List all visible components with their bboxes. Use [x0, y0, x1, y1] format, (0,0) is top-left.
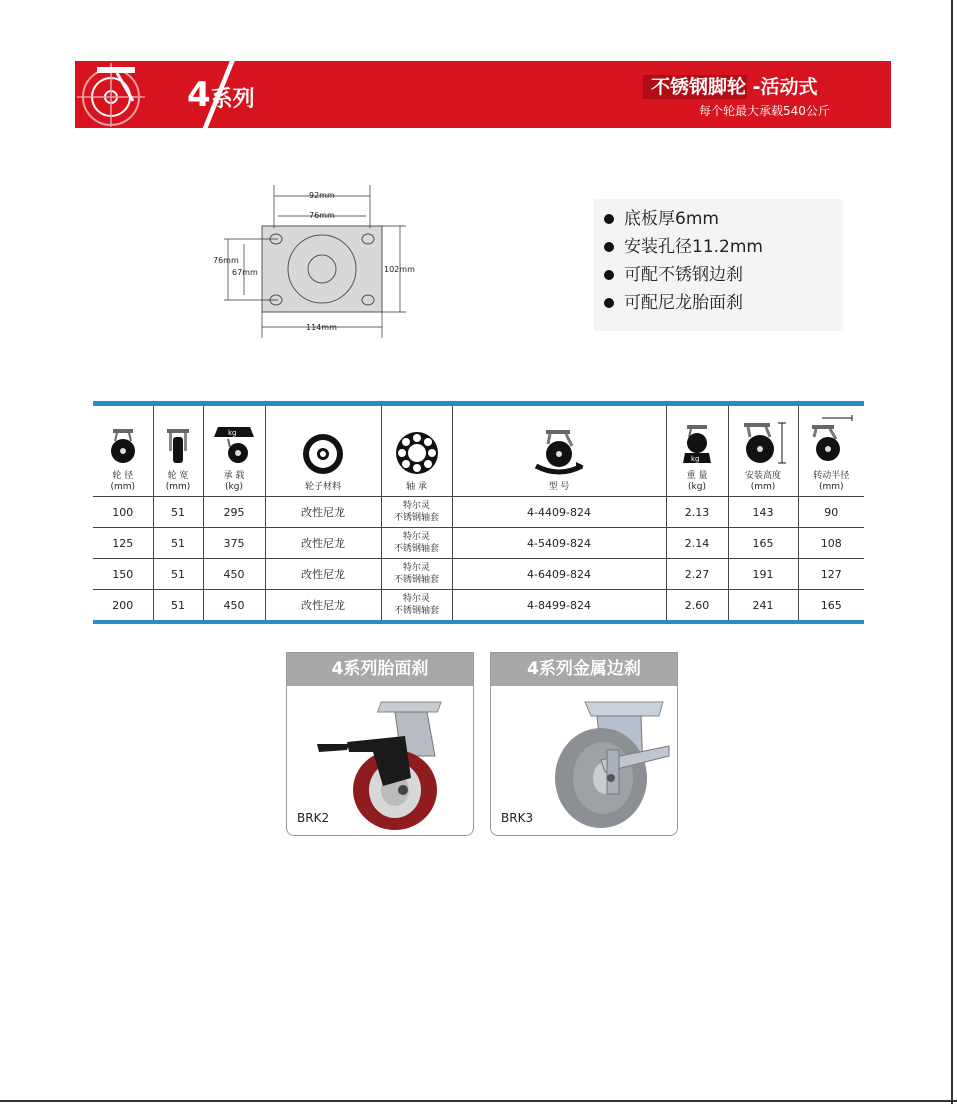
header-label: 承 载	[223, 471, 245, 481]
cell-diameter: 125	[93, 528, 153, 559]
bullet-icon	[604, 214, 614, 224]
cell-load: 450	[203, 559, 265, 590]
header-unit: (kg)	[688, 482, 706, 492]
cell-radius: 127	[798, 559, 864, 590]
cell-bearing	[381, 528, 452, 559]
cell-model: 4-8499-824	[452, 590, 666, 621]
header-banner	[75, 61, 891, 128]
cell-diameter: 150	[93, 559, 153, 590]
cell-radius: 108	[798, 528, 864, 559]
svg-text:kg: kg	[228, 429, 237, 437]
header-unit: (mm)	[818, 482, 844, 492]
spec-table	[93, 401, 864, 624]
header-unit: (kg)	[225, 482, 243, 492]
cell-height: 143	[728, 497, 798, 528]
cell-weight: 2.60	[666, 590, 728, 621]
wheel-material-icon	[301, 432, 345, 476]
header-label: 轮 宽	[167, 471, 189, 481]
cell-weight: 2.27	[666, 559, 728, 590]
cell-material: 改性尼龙	[265, 528, 381, 559]
mounting-plate	[262, 226, 382, 312]
spec-text: 可配不锈钢边刹	[624, 265, 743, 285]
bearing-line-2: 不锈钢轴套	[393, 575, 439, 585]
header-weight	[666, 406, 728, 497]
cell-radius: 165	[820, 598, 842, 612]
cell-weight: 2.13	[666, 497, 728, 528]
header-load	[203, 406, 265, 497]
header-label: 轮 径	[112, 471, 134, 481]
wheel-diameter-icon	[107, 427, 139, 465]
header-unit: (mm)	[750, 482, 776, 492]
banner-title: 不锈钢脚轮 -活动式	[651, 76, 818, 98]
card-title: 4系列金属边刹	[491, 653, 677, 686]
table-row	[93, 528, 864, 559]
header-width	[153, 406, 203, 497]
bullet-icon	[604, 298, 614, 308]
cell-width: 51	[153, 528, 203, 559]
caster-logo-icon	[75, 61, 155, 128]
dim-76-top-label: 76mm	[309, 211, 335, 220]
header-unit: (mm)	[110, 482, 136, 492]
header-label: 安装高度	[744, 471, 781, 481]
bearing-line-1: 特尔灵	[402, 501, 430, 511]
cell-material: 改性尼龙	[265, 590, 381, 621]
bearing-line-2: 不锈钢轴套	[393, 544, 439, 554]
header-label: 重 量	[686, 471, 708, 481]
cell-load: 375	[203, 528, 265, 559]
product-card-brk2	[286, 652, 474, 836]
series-label: 系列	[210, 87, 255, 112]
spec-text: 安装孔径11.2mm	[624, 237, 763, 257]
header-model	[452, 406, 666, 497]
cell-model: 4-4409-824	[452, 497, 666, 528]
bearing-line-2: 不锈钢轴套	[393, 606, 439, 616]
cell-height: 165	[728, 528, 798, 559]
header-label: 轮子材料	[304, 482, 341, 492]
cell-load: 295	[203, 497, 265, 528]
cell-model: 4-6409-824	[452, 559, 666, 590]
dim-92-label: 92mm	[309, 191, 335, 200]
mounting-plate-diagram	[210, 180, 430, 345]
spec-item	[624, 233, 843, 261]
dim-67-label: 67mm	[232, 268, 258, 277]
header-height	[728, 406, 798, 497]
spec-item	[624, 289, 843, 317]
card-code: BRK2	[297, 811, 330, 825]
cell-diameter: 200	[93, 590, 153, 621]
specs-box	[594, 199, 843, 331]
table-row	[93, 559, 864, 590]
cell-width: 51	[153, 559, 203, 590]
spec-item	[624, 205, 843, 233]
cell-bearing	[381, 497, 452, 528]
cell-load: 450	[203, 590, 265, 621]
wheel-width-icon	[165, 427, 191, 465]
dim-76-left-label: 76mm	[213, 256, 239, 265]
weight-icon	[681, 423, 713, 465]
cell-radius: 90	[798, 497, 864, 528]
header-unit: (mm)	[165, 482, 191, 492]
specs-list	[594, 199, 843, 317]
bearing-line-1: 特尔灵	[402, 532, 430, 542]
cell-height: 191	[728, 559, 798, 590]
spec-text: 底板厚6mm	[624, 209, 719, 229]
card-title: 4系列胎面刹	[287, 653, 473, 686]
table-row	[93, 590, 864, 621]
header-label: 轴 承	[406, 482, 427, 492]
svg-text:kg: kg	[691, 455, 700, 463]
cell-material: 改性尼龙	[265, 497, 381, 528]
card-code: BRK3	[501, 811, 534, 825]
cell-bearing	[381, 590, 452, 621]
spec-item	[624, 261, 843, 289]
bearing-line-1: 特尔灵	[402, 594, 430, 604]
swivel-caster-icon	[532, 428, 586, 476]
header-bearing	[381, 406, 452, 497]
spec-text: 可配尼龙胎面刹	[624, 293, 743, 313]
cell-diameter: 100	[93, 497, 153, 528]
header-label: 转动半径	[813, 471, 850, 481]
header-material	[265, 406, 381, 497]
header-radius	[798, 406, 864, 497]
dim-102-label: 102mm	[384, 265, 415, 274]
header-diameter	[93, 406, 153, 497]
product-card-brk3	[490, 652, 678, 836]
cell-width: 51	[153, 590, 203, 621]
series-number: 4	[187, 75, 211, 115]
cell-model: 4-5409-824	[452, 528, 666, 559]
cell-weight: 2.14	[666, 528, 728, 559]
swivel-radius-icon	[806, 415, 856, 465]
mounting-height-icon	[736, 421, 790, 465]
cell-height: 241	[728, 590, 798, 621]
table-bottom-bar	[93, 620, 864, 624]
bearing-line-1: 特尔灵	[402, 563, 430, 573]
bullet-icon	[604, 270, 614, 280]
cell-width: 51	[153, 497, 203, 528]
load-icon	[212, 425, 256, 465]
cell-bearing	[381, 559, 452, 590]
table-row	[93, 497, 864, 528]
bearing-icon	[394, 430, 440, 476]
page-edge-right	[951, 0, 953, 1104]
bearing-line-2: 不锈钢轴套	[393, 513, 439, 523]
series-heading	[187, 75, 255, 120]
page-edge-bottom	[0, 1100, 957, 1102]
header-label: 型 号	[548, 482, 570, 492]
cell-material: 改性尼龙	[265, 559, 381, 590]
banner-subtitle: 每个轮最大承载540公斤	[699, 104, 830, 118]
dim-114-label: 114mm	[306, 323, 337, 332]
bullet-icon	[604, 242, 614, 252]
